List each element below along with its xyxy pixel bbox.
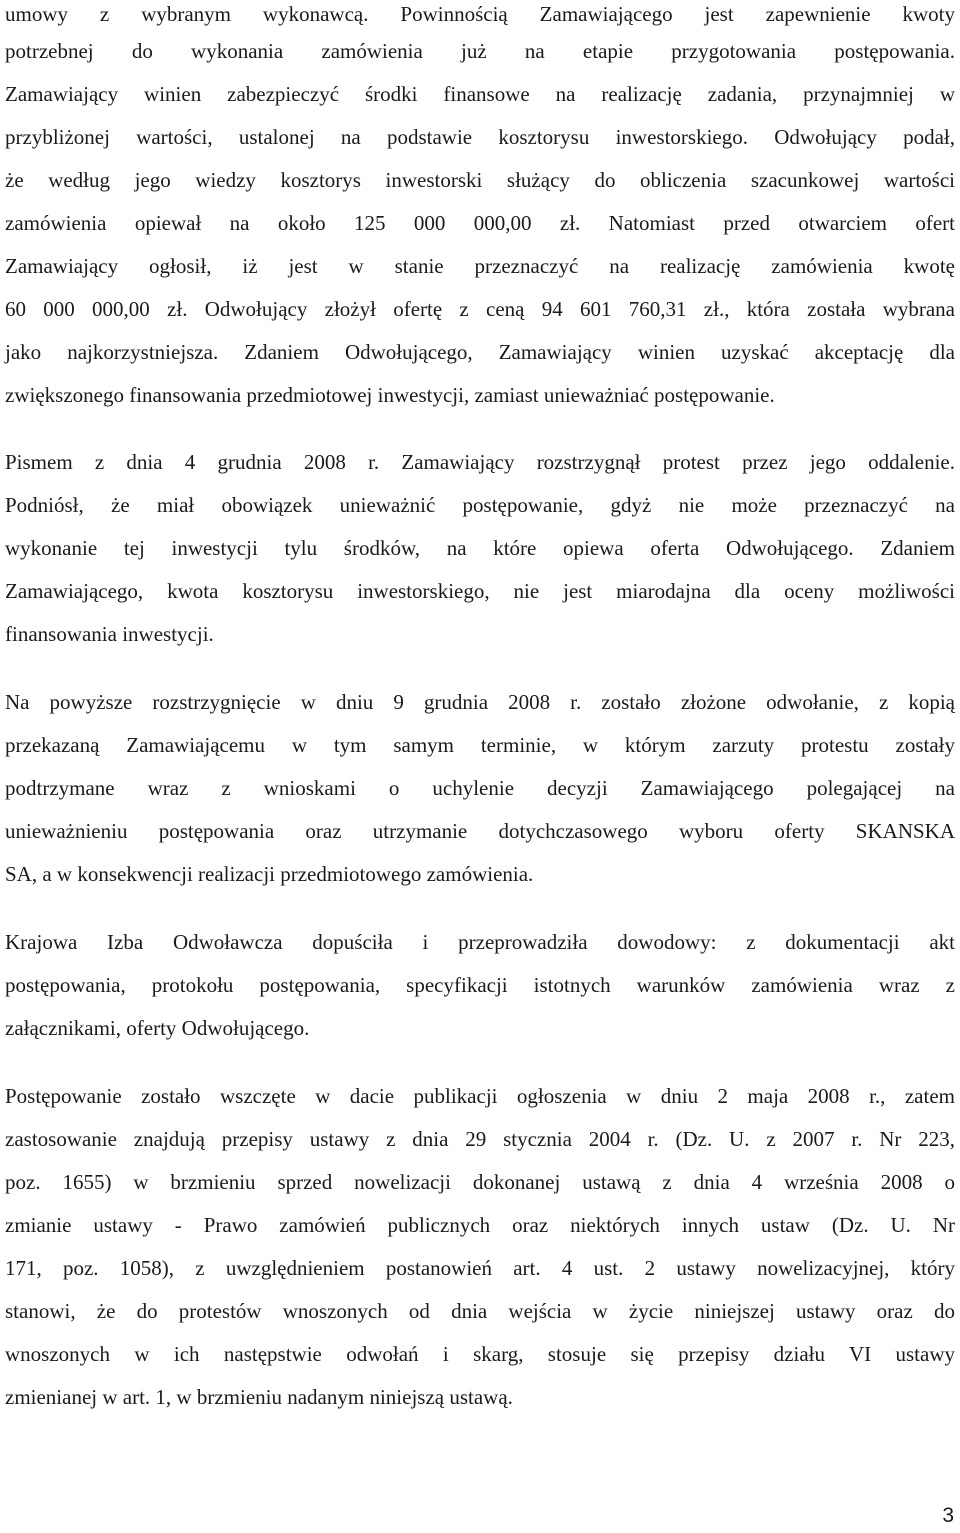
- text-line: Postępowanie zostało wszczęte w dacie publikacji ogłoszenia w dniu 2 maja 2008 r., zatem: [5, 1084, 955, 1108]
- text-line: umowy z wybranym wykonawcą. Powinnością Zamawiającego jest zapewnienie kwoty: [5, 2, 955, 26]
- text-line: przekazaną Zamawiającemu w tym samym terminie, w którym zarzuty protestu zostały: [5, 733, 955, 757]
- text-line: 171, poz. 1058), z uwzględnieniem postanowień art. 4 ust. 2 ustawy nowelizacyjnej, który: [5, 1256, 955, 1280]
- text-line: zastosowanie znajdują przepisy ustawy z dnia 29 stycznia 2004 r. (Dz. U. z 2007 r. Nr 223,: [5, 1127, 955, 1151]
- page-number: 3: [942, 1504, 954, 1527]
- text-line: wykonanie tej inwestycji tylu środków, na które opiewa oferta Odwołującego. Zdaniem: [5, 536, 955, 560]
- text-line: poz. 1655) w brzmieniu sprzed nowelizacji dokonanej ustawą z dnia 4 września 2008 o: [5, 1170, 955, 1194]
- text-line: unieważnieniu postępowania oraz utrzymanie dotychczasowego wyboru oferty SKANSKA: [5, 819, 955, 843]
- text-line: zmienianej w art. 1, w brzmieniu nadanym niniejszą ustawą.: [5, 1385, 513, 1409]
- text-line: Zamawiający ogłosił, iż jest w stanie przeznaczyć na realizację zamówienia kwotę: [5, 254, 955, 278]
- text-line: SA, a w konsekwencji realizacji przedmiotowego zamówienia.: [5, 862, 534, 886]
- text-line: postępowania, protokołu postępowania, specyfikacji istotnych warunków zamówienia wraz z: [5, 973, 955, 997]
- text-line: stanowi, że do protestów wnoszonych od dnia wejścia w życie niniejszej ustawy oraz do: [5, 1299, 955, 1323]
- text-line: że według jego wiedzy kosztorys inwestorski służący do obliczenia szacunkowej wartości: [5, 168, 955, 192]
- text-line: 60 000 000,00 zł. Odwołujący złożył ofertę z ceną 94 601 760,31 zł., która została wybrana: [5, 297, 955, 321]
- text-line: Podniósł, że miał obowiązek unieważnić postępowanie, gdyż nie może przeznaczyć na: [5, 493, 955, 517]
- text-line: finansowania inwestycji.: [5, 622, 214, 646]
- text-line: Zamawiającego, kwota kosztorysu inwestorskiego, nie jest miarodajna dla oceny możliwości: [5, 579, 955, 603]
- text-line: przybliżonej wartości, ustalonej na podstawie kosztorysu inwestorskiego. Odwołujący podał,: [5, 125, 955, 149]
- text-line: potrzebnej do wykonania zamówienia już na etapie przygotowania postępowania.: [5, 39, 955, 63]
- text-line: zmianie ustawy - Prawo zamówień publicznych oraz niektórych innych ustaw (Dz. U. Nr: [5, 1213, 955, 1237]
- text-line: jako najkorzystniejsza. Zdaniem Odwołującego, Zamawiający winien uzyskać akceptację dla: [5, 340, 955, 364]
- text-line: Na powyższe rozstrzygnięcie w dniu 9 grudnia 2008 r. zostało złożone odwołanie, z kopią: [5, 690, 955, 714]
- text-line: zwiększonego finansowania przedmiotowej inwestycji, zamiast unieważniać postępowanie.: [5, 383, 775, 407]
- text-line: wnoszonych w ich następstwie odwołań i skarg, stosuje się przepisy działu VI ustawy: [5, 1342, 955, 1366]
- text-line: Pismem z dnia 4 grudnia 2008 r. Zamawiający rozstrzygnął protest przez jego oddalenie.: [5, 450, 955, 474]
- text-line: załącznikami, oferty Odwołującego.: [5, 1016, 310, 1040]
- text-line: Krajowa Izba Odwoławcza dopuściła i przeprowadziła dowodowy: z dokumentacji akt: [5, 930, 955, 954]
- text-line: zamówienia opiewał na około 125 000 000,00 zł. Natomiast przed otwarciem ofert: [5, 211, 955, 235]
- text-line: Zamawiający winien zabezpieczyć środki finansowe na realizację zadania, przynajmniej w: [5, 82, 955, 106]
- text-line: podtrzymane wraz z wnioskami o uchylenie decyzji Zamawiającego polegającej na: [5, 776, 955, 800]
